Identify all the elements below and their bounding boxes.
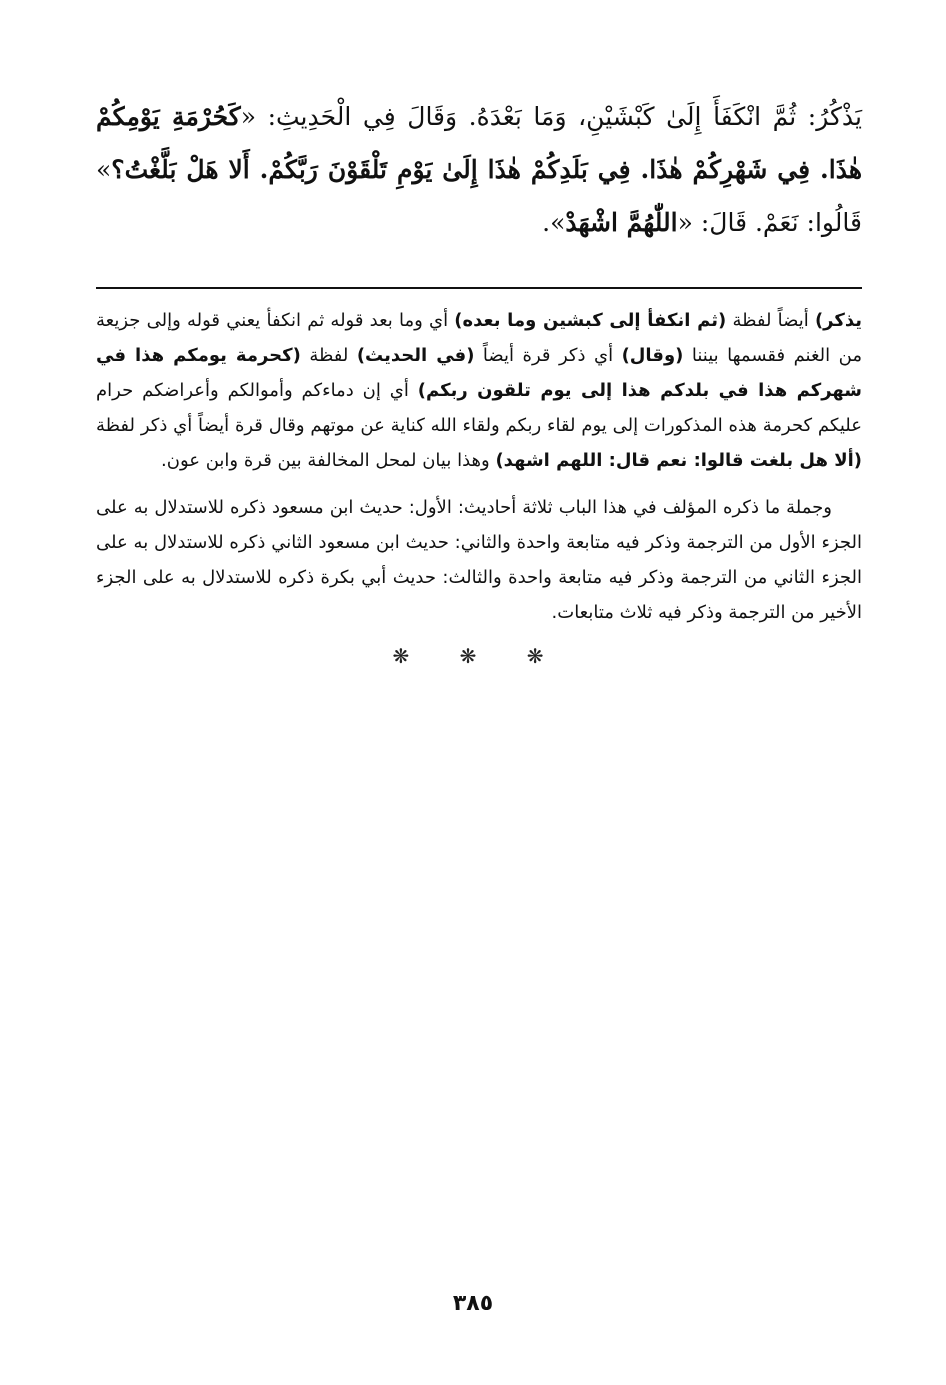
footnote-divider <box>96 287 862 289</box>
hadith-part-2: » قَالُوا: نَعَمْ. قَالَ: « <box>96 155 862 237</box>
commentary-term: (في الحديث) <box>356 345 475 366</box>
hadith-quote-bold: كَحُرْمَةِ يَوْمِكُمْ هٰذَا. فِي شَهْرِكُمْ هٰذَا. فِي بَلَدِكُمْ هٰذَا إِلَىٰ يَوْمِ تَلْقَوْنَ رَبَّكُمْ. أَلا هَلْ بَلَّغْتُ؟ <box>96 102 862 184</box>
commentary-term: يذكر) <box>814 310 862 331</box>
hadith-dua-bold: اللّٰهُمَّ اشْهَدْ <box>565 208 678 237</box>
page-body <box>96 90 862 668</box>
commentary-text: أي وما بعد قوله ثم انكفأ يعني قوله وإلى جزيعة من الغنم فقسمها بيننا <box>96 310 862 366</box>
commentary-term: (ثم انكفأ إلى كبشين وما بعده) <box>454 310 727 331</box>
commentary-text: وهذا بيان لمحل المخالفة بين قرة وابن عون. <box>161 450 496 471</box>
section-separator: ❋ ❋ ❋ <box>392 644 566 668</box>
commentary-term: (ألا هل بلغت قالوا: نعم قال: اللهم اشهد) <box>495 450 862 471</box>
page-number: ٣٨٥ <box>452 1291 494 1316</box>
commentary-text: أيضاً لفظة <box>726 310 815 331</box>
hadith-part-1: يَذْكُرُ: ثُمَّ انْكَفَأَ إِلَىٰ كَبْشَيْنِ، وَمَا بَعْدَهُ. وَقَالَ فِي الْحَدِيثِ: « <box>240 102 863 131</box>
commentary-paragraph-2: وجملة ما ذكره المؤلف في هذا الباب ثلاثة أحاديث: الأول: حديث ابن مسعود ذكره للاستدلال به على الجزء الأول من الترجمة وذكر فيه متابعة واحدة والثاني: حديث ابن مسعود الثاني ذكره للاستدلال به على الجزء الثاني من الترجمة وذكر فيه متابعة واحدة والثالث: حديث أبي بكرة ذكره للاستدلال به على الجزء الأخير من الترجمة وذكر فيه ثلاث متابعات. <box>96 497 862 623</box>
commentary-term: (كحرمة يومكم هذا في شهركم هذا في بلدكم هذا إلى يوم تلقون ربكم) <box>96 345 862 401</box>
commentary-text: أي إن دماءكم وأموالكم وأعراضكم حرام عليكم كحرمة هذه المذكورات إلى يوم لقاء ربكم ولقاء الله كناية عن موتهم وقال قرة أيضاً أي ذكر لفظة <box>96 380 862 436</box>
hadith-text <box>96 90 862 249</box>
commentary-paragraph-1 <box>96 303 862 478</box>
hadith-part-3: ». <box>542 208 566 237</box>
commentary-text: لفظة <box>300 345 357 366</box>
commentary-term: (وقال) <box>621 345 684 366</box>
commentary-text: أي ذكر قرة أيضاً <box>474 345 622 366</box>
